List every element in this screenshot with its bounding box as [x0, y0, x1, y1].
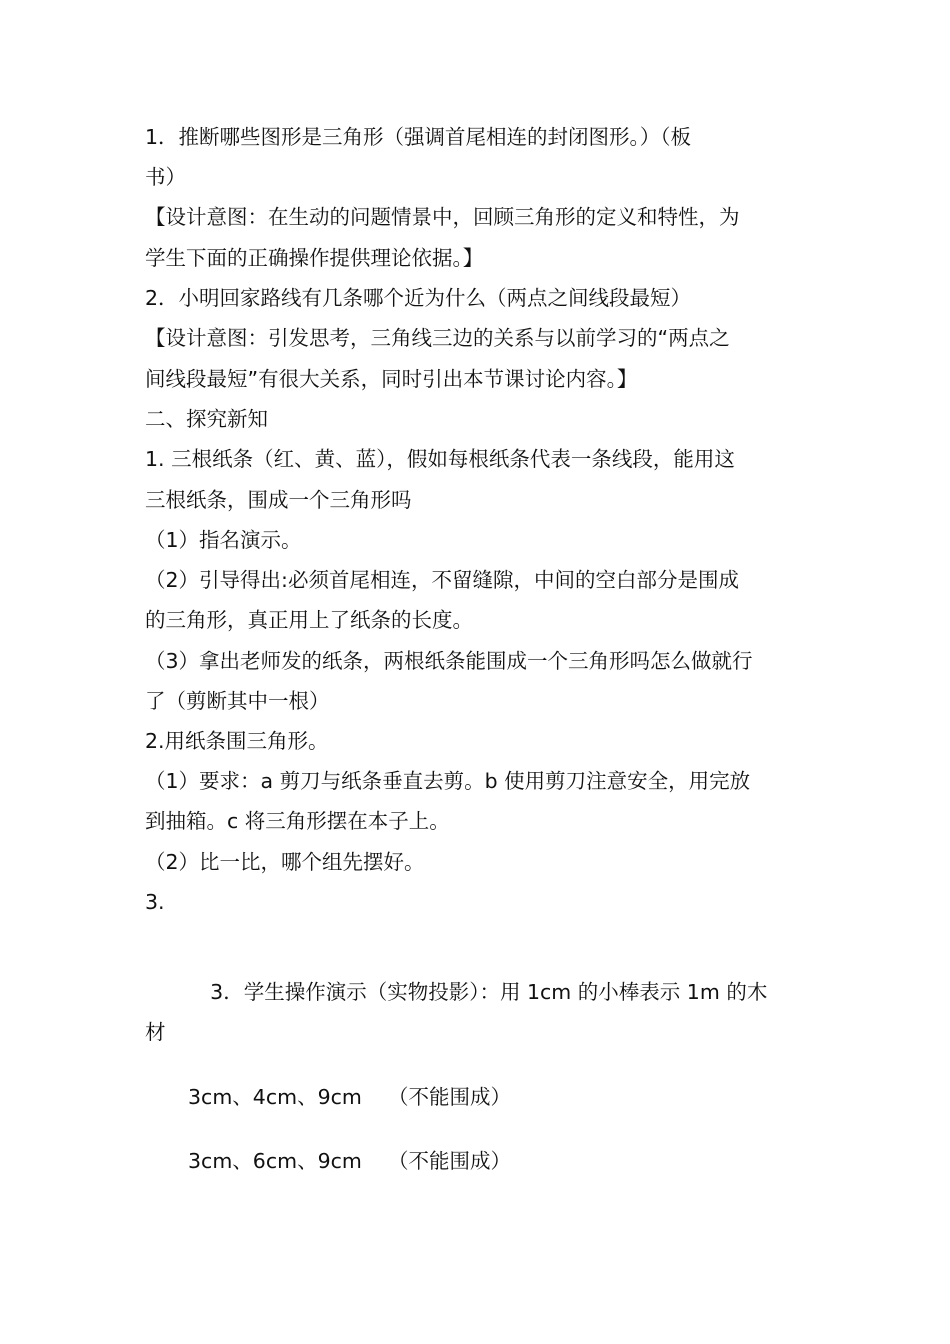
text-line: 间线段最短”有很大关系，同时引出本节课讨论内容。】 [145, 367, 638, 391]
text-line: 材 [145, 1020, 166, 1044]
text-line: 1．推断哪些图形是三角形（强调首尾相连的封闭图形。）（板 [145, 125, 692, 149]
text-line: （2）比一比，哪个组先摆好。 [145, 850, 425, 874]
text-line: 3. [145, 890, 165, 914]
text-line: （1）指名演示。 [145, 528, 302, 552]
text-line: 【设计意图：引发思考，三角线三边的关系与以前学习的“两点之 [145, 326, 730, 350]
text-line: 到抽箱。c 将三角形摆在本子上。 [145, 809, 450, 833]
text-line: 了（剪断其中一根） [145, 689, 330, 713]
text-line: 1. 三根纸条（红、黄、蓝），假如每根纸条代表一条线段，能用这 [145, 447, 735, 471]
measurement-row [188, 1147, 511, 1175]
measurement-row [188, 1083, 511, 1111]
text-line: 学生下面的正确操作提供理论依据。】 [145, 246, 484, 270]
text-line: （1）要求：a 剪刀与纸条垂直去剪。b 使用剪刀注意安全，用完放 [145, 769, 751, 793]
text-line: 的三角形，真正用上了纸条的长度。 [145, 608, 473, 632]
text-line: 书） [145, 165, 186, 189]
dimensions-text: 3cm、6cm、9cm [188, 1149, 362, 1173]
section-heading: 二、探究新知 [145, 407, 268, 431]
text-line: （2）引导得出:必须首尾相连，不留缝隙，中间的空白部分是围成 [145, 568, 739, 592]
text-line: 2．小明回家路线有几条哪个近为什么（两点之间线段最短） [145, 286, 692, 310]
text-line: 2.用纸条围三角形。 [145, 729, 329, 753]
result-text: （不能围成） [388, 1149, 511, 1173]
text-line: 【设计意图：在生动的问题情景中，回顾三角形的定义和特性，为 [145, 205, 740, 229]
dimensions-text: 3cm、4cm、9cm [188, 1085, 362, 1109]
text-line: 3．学生操作演示（实物投影）：用 1cm 的小棒表示 1m 的木 [145, 980, 768, 1004]
text-line: 三根纸条，围成一个三角形吗 [145, 488, 412, 512]
text-line: （3）拿出老师发的纸条，两根纸条能围成一个三角形吗怎么做就行 [145, 649, 753, 673]
result-text: （不能围成） [388, 1085, 511, 1109]
